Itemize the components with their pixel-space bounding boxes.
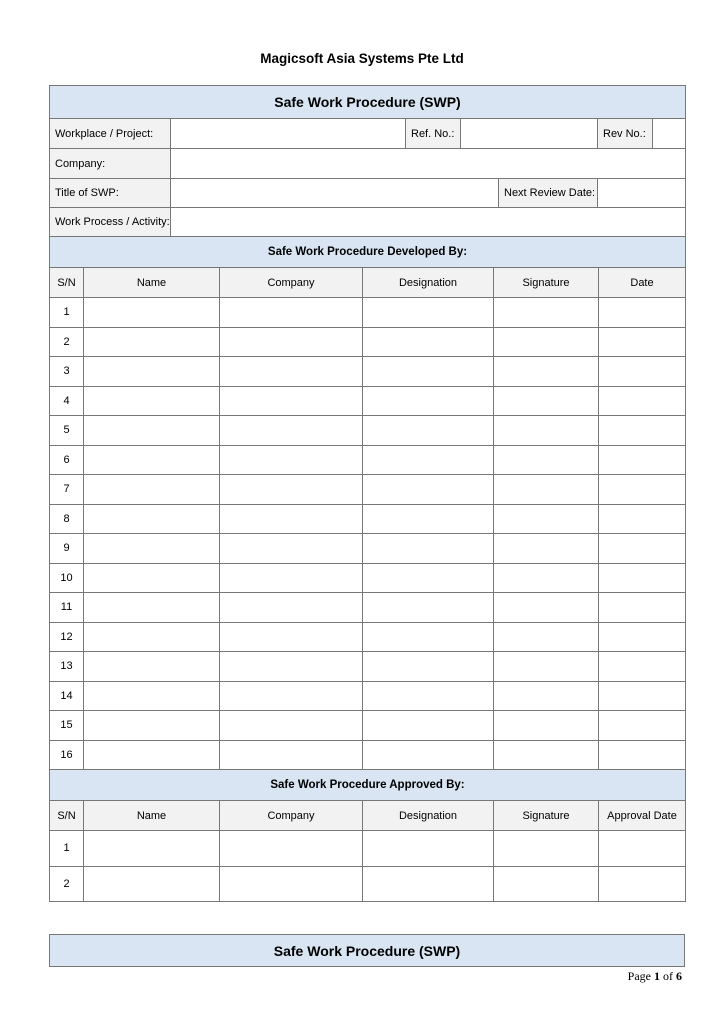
developed-date-field[interactable] — [599, 505, 686, 535]
developed-date-field[interactable] — [599, 298, 686, 328]
developed-name-field[interactable] — [84, 387, 220, 417]
developed-signature-field[interactable] — [494, 593, 599, 623]
developed-col-date: Date — [599, 268, 686, 298]
approved-col-sn: S/N — [50, 801, 84, 831]
developed-row — [50, 328, 686, 358]
developed-designation-field[interactable] — [363, 416, 494, 446]
ref-no-label: Ref. No.: — [406, 119, 461, 149]
developed-row — [50, 652, 686, 682]
developed-signature-field[interactable] — [494, 387, 599, 417]
developed-sn: 4 — [50, 387, 84, 417]
developed-name-field[interactable] — [84, 711, 220, 741]
approved-designation-field[interactable] — [363, 831, 494, 867]
next-review-field[interactable] — [598, 179, 686, 208]
developed-date-field[interactable] — [599, 416, 686, 446]
developed-signature-field[interactable] — [494, 357, 599, 387]
developed-col-name: Name — [84, 268, 220, 298]
developed-heading: Safe Work Procedure Developed By: — [50, 237, 686, 268]
developed-date-field[interactable] — [599, 328, 686, 358]
approved-row — [50, 867, 686, 903]
developed-sn: 9 — [50, 534, 84, 564]
approved-header-row — [50, 801, 686, 831]
developed-name-field[interactable] — [84, 416, 220, 446]
approved-name-field[interactable] — [84, 831, 220, 867]
page-of: of — [663, 969, 673, 983]
company-name: Magicsoft Asia Systems Pte Ltd — [260, 51, 464, 66]
developed-designation-field[interactable] — [363, 711, 494, 741]
developed-designation-field[interactable] — [363, 328, 494, 358]
developed-company-field[interactable] — [220, 682, 363, 712]
developed-sn: 11 — [50, 593, 84, 623]
developed-row — [50, 446, 686, 476]
info-row-workplace — [50, 119, 686, 149]
approved-sn: 2 — [50, 867, 84, 903]
developed-row — [50, 623, 686, 653]
info-row-company — [50, 149, 686, 179]
developed-company-field[interactable] — [220, 298, 363, 328]
developed-signature-field[interactable] — [494, 711, 599, 741]
developed-date-field[interactable] — [599, 475, 686, 505]
page-label: Page — [627, 969, 651, 983]
approved-sn: 1 — [50, 831, 84, 867]
developed-table-body — [50, 298, 686, 770]
swp-form — [49, 85, 686, 902]
developed-name-field[interactable] — [84, 298, 220, 328]
developed-name-field[interactable] — [84, 593, 220, 623]
developed-date-field[interactable] — [599, 623, 686, 653]
form-title: Safe Work Procedure (SWP) — [50, 86, 686, 119]
developed-sn: 10 — [50, 564, 84, 594]
approved-date-field[interactable] — [599, 831, 686, 867]
developed-date-field[interactable] — [599, 534, 686, 564]
rev-no-field[interactable] — [653, 119, 686, 149]
developed-sn: 7 — [50, 475, 84, 505]
developed-sn: 14 — [50, 682, 84, 712]
developed-designation-field[interactable] — [363, 593, 494, 623]
developed-company-field[interactable] — [220, 387, 363, 417]
developed-row — [50, 357, 686, 387]
developed-sn: 13 — [50, 652, 84, 682]
developed-company-field[interactable] — [220, 475, 363, 505]
developed-company-field[interactable] — [220, 505, 363, 535]
developed-col-designation: Designation — [363, 268, 494, 298]
developed-sn: 2 — [50, 328, 84, 358]
developed-name-field[interactable] — [84, 475, 220, 505]
developed-row — [50, 416, 686, 446]
developed-sn: 1 — [50, 298, 84, 328]
developed-row — [50, 475, 686, 505]
developed-designation-field[interactable] — [363, 298, 494, 328]
developed-company-field[interactable] — [220, 711, 363, 741]
info-row-process — [50, 208, 686, 237]
developed-signature-field[interactable] — [494, 682, 599, 712]
developed-company-field[interactable] — [220, 357, 363, 387]
approved-company-field[interactable] — [220, 867, 363, 903]
developed-company-field[interactable] — [220, 534, 363, 564]
info-row-title — [50, 179, 686, 208]
approved-table-body — [50, 831, 686, 902]
developed-date-field[interactable] — [599, 652, 686, 682]
developed-signature-field[interactable] — [494, 534, 599, 564]
developed-designation-field[interactable] — [363, 564, 494, 594]
next-review-label: Next Review Date: — [499, 179, 598, 208]
developed-date-field[interactable] — [599, 741, 686, 771]
developed-signature-field[interactable] — [494, 298, 599, 328]
developed-col-signature: Signature — [494, 268, 599, 298]
approved-date-field[interactable] — [599, 867, 686, 903]
developed-sn: 16 — [50, 741, 84, 771]
approved-col-signature: Signature — [494, 801, 599, 831]
developed-row — [50, 682, 686, 712]
approved-company-field[interactable] — [220, 831, 363, 867]
developed-signature-field[interactable] — [494, 505, 599, 535]
developed-signature-field[interactable] — [494, 623, 599, 653]
footer-title: Safe Work Procedure (SWP) — [49, 934, 685, 967]
developed-designation-field[interactable] — [363, 357, 494, 387]
developed-name-field[interactable] — [84, 564, 220, 594]
process-label: Work Process / Activity: — [50, 208, 171, 237]
approved-signature-field[interactable] — [494, 867, 599, 903]
developed-designation-field[interactable] — [363, 475, 494, 505]
developed-row — [50, 387, 686, 417]
developed-signature-field[interactable] — [494, 446, 599, 476]
developed-sn: 6 — [50, 446, 84, 476]
developed-sn: 3 — [50, 357, 84, 387]
developed-name-field[interactable] — [84, 505, 220, 535]
developed-date-field[interactable] — [599, 387, 686, 417]
developed-date-field[interactable] — [599, 593, 686, 623]
page-total: 6 — [676, 969, 682, 983]
developed-name-field[interactable] — [84, 652, 220, 682]
process-field[interactable] — [171, 208, 686, 237]
developed-date-field[interactable] — [599, 711, 686, 741]
title-field[interactable] — [171, 179, 499, 208]
developed-company-field[interactable] — [220, 446, 363, 476]
approved-col-company: Company — [220, 801, 363, 831]
developed-company-field[interactable] — [220, 564, 363, 594]
developed-sn: 8 — [50, 505, 84, 535]
approved-col-name: Name — [84, 801, 220, 831]
approved-col-date: Approval Date — [599, 801, 686, 831]
approved-row — [50, 831, 686, 867]
developed-row — [50, 505, 686, 535]
developed-signature-field[interactable] — [494, 416, 599, 446]
approved-heading: Safe Work Procedure Approved By: — [50, 770, 686, 801]
approved-designation-field[interactable] — [363, 867, 494, 903]
developed-designation-field[interactable] — [363, 623, 494, 653]
developed-signature-field[interactable] — [494, 741, 599, 771]
developed-col-company: Company — [220, 268, 363, 298]
developed-company-field[interactable] — [220, 741, 363, 771]
company-field[interactable] — [171, 149, 686, 179]
developed-designation-field[interactable] — [363, 652, 494, 682]
developed-name-field[interactable] — [84, 328, 220, 358]
developed-designation-field[interactable] — [363, 682, 494, 712]
developed-name-field[interactable] — [84, 623, 220, 653]
approved-signature-field[interactable] — [494, 831, 599, 867]
title-label: Title of SWP: — [50, 179, 171, 208]
developed-sn: 15 — [50, 711, 84, 741]
ref-no-field[interactable] — [461, 119, 598, 149]
developed-row — [50, 534, 686, 564]
developed-name-field[interactable] — [84, 446, 220, 476]
developed-company-field[interactable] — [220, 652, 363, 682]
page-indicator — [628, 969, 682, 984]
developed-name-field[interactable] — [84, 534, 220, 564]
developed-name-field[interactable] — [84, 682, 220, 712]
developed-company-field[interactable] — [220, 623, 363, 653]
developed-name-field[interactable] — [84, 741, 220, 771]
developed-sn: 5 — [50, 416, 84, 446]
rev-no-label: Rev No.: — [598, 119, 653, 149]
developed-row — [50, 593, 686, 623]
developed-company-field[interactable] — [220, 593, 363, 623]
developed-row — [50, 298, 686, 328]
developed-signature-field[interactable] — [494, 652, 599, 682]
approved-col-designation: Designation — [363, 801, 494, 831]
approved-name-field[interactable] — [84, 867, 220, 903]
developed-signature-field[interactable] — [494, 475, 599, 505]
developed-designation-field[interactable] — [363, 446, 494, 476]
developed-name-field[interactable] — [84, 357, 220, 387]
workplace-field[interactable] — [171, 119, 406, 149]
developed-company-field[interactable] — [220, 328, 363, 358]
developed-col-sn: S/N — [50, 268, 84, 298]
developed-company-field[interactable] — [220, 416, 363, 446]
developed-date-field[interactable] — [599, 357, 686, 387]
developed-row — [50, 741, 686, 771]
developed-designation-field[interactable] — [363, 505, 494, 535]
developed-row — [50, 711, 686, 741]
developed-designation-field[interactable] — [363, 534, 494, 564]
developed-row — [50, 564, 686, 594]
page-current: 1 — [654, 969, 660, 983]
developed-signature-field[interactable] — [494, 564, 599, 594]
developed-sn: 12 — [50, 623, 84, 653]
developed-date-field[interactable] — [599, 564, 686, 594]
company-label: Company: — [50, 149, 171, 179]
developed-designation-field[interactable] — [363, 387, 494, 417]
developed-header-row — [50, 268, 686, 298]
developed-date-field[interactable] — [599, 446, 686, 476]
workplace-label: Workplace / Project: — [50, 119, 171, 149]
developed-date-field[interactable] — [599, 682, 686, 712]
developed-designation-field[interactable] — [363, 741, 494, 771]
developed-signature-field[interactable] — [494, 328, 599, 358]
